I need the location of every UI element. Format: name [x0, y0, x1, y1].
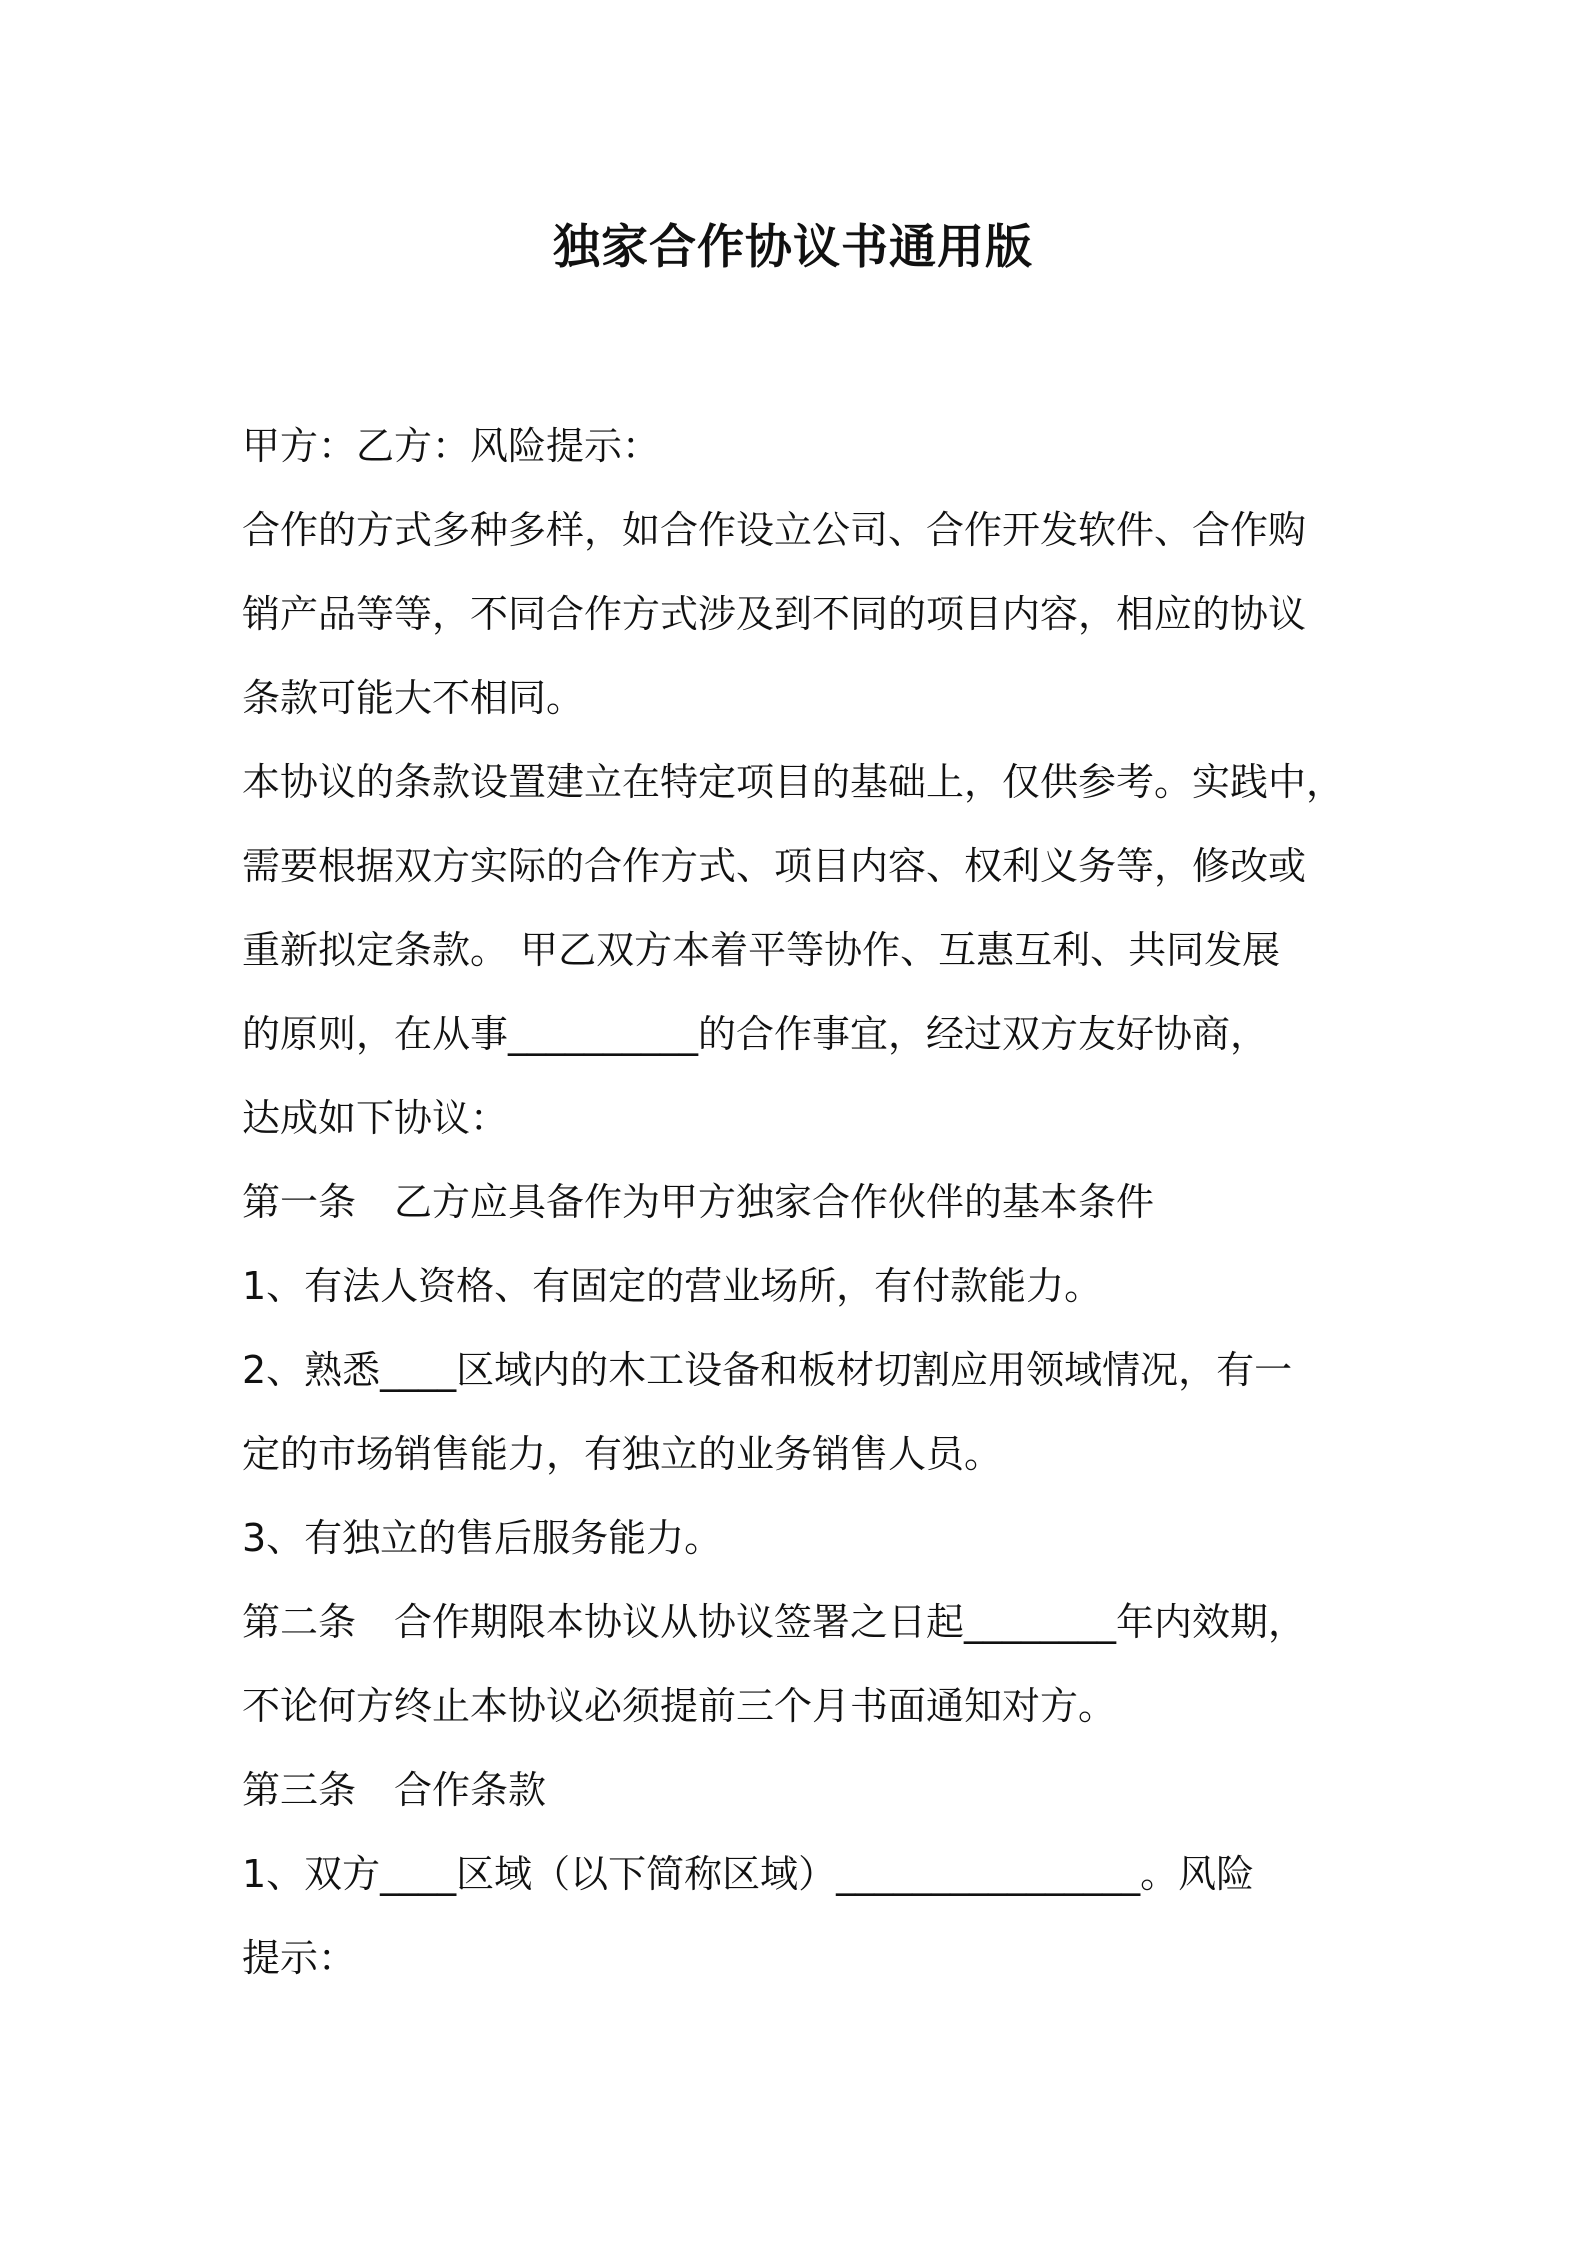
text-line: 条款可能大不相同。: [242, 676, 585, 720]
document-title: 独家合作协议书通用版: [553, 220, 1033, 275]
text-line: 1、有法人资格、有固定的营业场所，有付款能力。: [242, 1264, 1103, 1308]
text-line: 重新拟定条款。 甲乙双方本着平等协作、互惠互利、共同发展: [242, 928, 1281, 972]
document-body: [242, 404, 1352, 2000]
text-line: 合作的方式多种多样，如合作设立公司、合作开发软件、合作购: [242, 508, 1307, 552]
text-line: 1、双方____区域（以下简称区域）________________。风险: [242, 1852, 1255, 1896]
text-line: 销产品等等，不同合作方式涉及到不同的项目内容，相应的协议: [242, 592, 1307, 636]
text-line: 的原则，在从事__________的合作事宜，经过双方友好协商，: [242, 1012, 1269, 1056]
text-line-parties: 甲方：乙方：风险提示：: [242, 424, 661, 468]
article-1-heading: 第一条 乙方应具备作为甲方独家合作伙伴的基本条件: [242, 1180, 1155, 1224]
article-2-heading: 第二条 合作期限本协议从协议签署之日起________年内效期，: [242, 1600, 1307, 1644]
text-line: 需要根据双方实际的合作方式、项目内容、权利义务等，修改或: [242, 844, 1307, 888]
text-line: 2、熟悉____区域内的木工设备和板材切割应用领域情况，有一: [242, 1348, 1293, 1392]
text-line: 提示：: [242, 1936, 357, 1980]
text-line: 定的市场销售能力，有独立的业务销售人员。: [242, 1432, 1003, 1476]
text-line: 本协议的条款设置建立在特定项目的基础上，仅供参考。实践中，: [242, 760, 1345, 804]
text-line: 不论何方终止本协议必须提前三个月书面通知对方。: [242, 1684, 1117, 1728]
text-line: 达成如下协议：: [242, 1096, 509, 1140]
article-3-heading: 第三条 合作条款: [242, 1768, 547, 1812]
text-line: 3、有独立的售后服务能力。: [242, 1516, 723, 1560]
